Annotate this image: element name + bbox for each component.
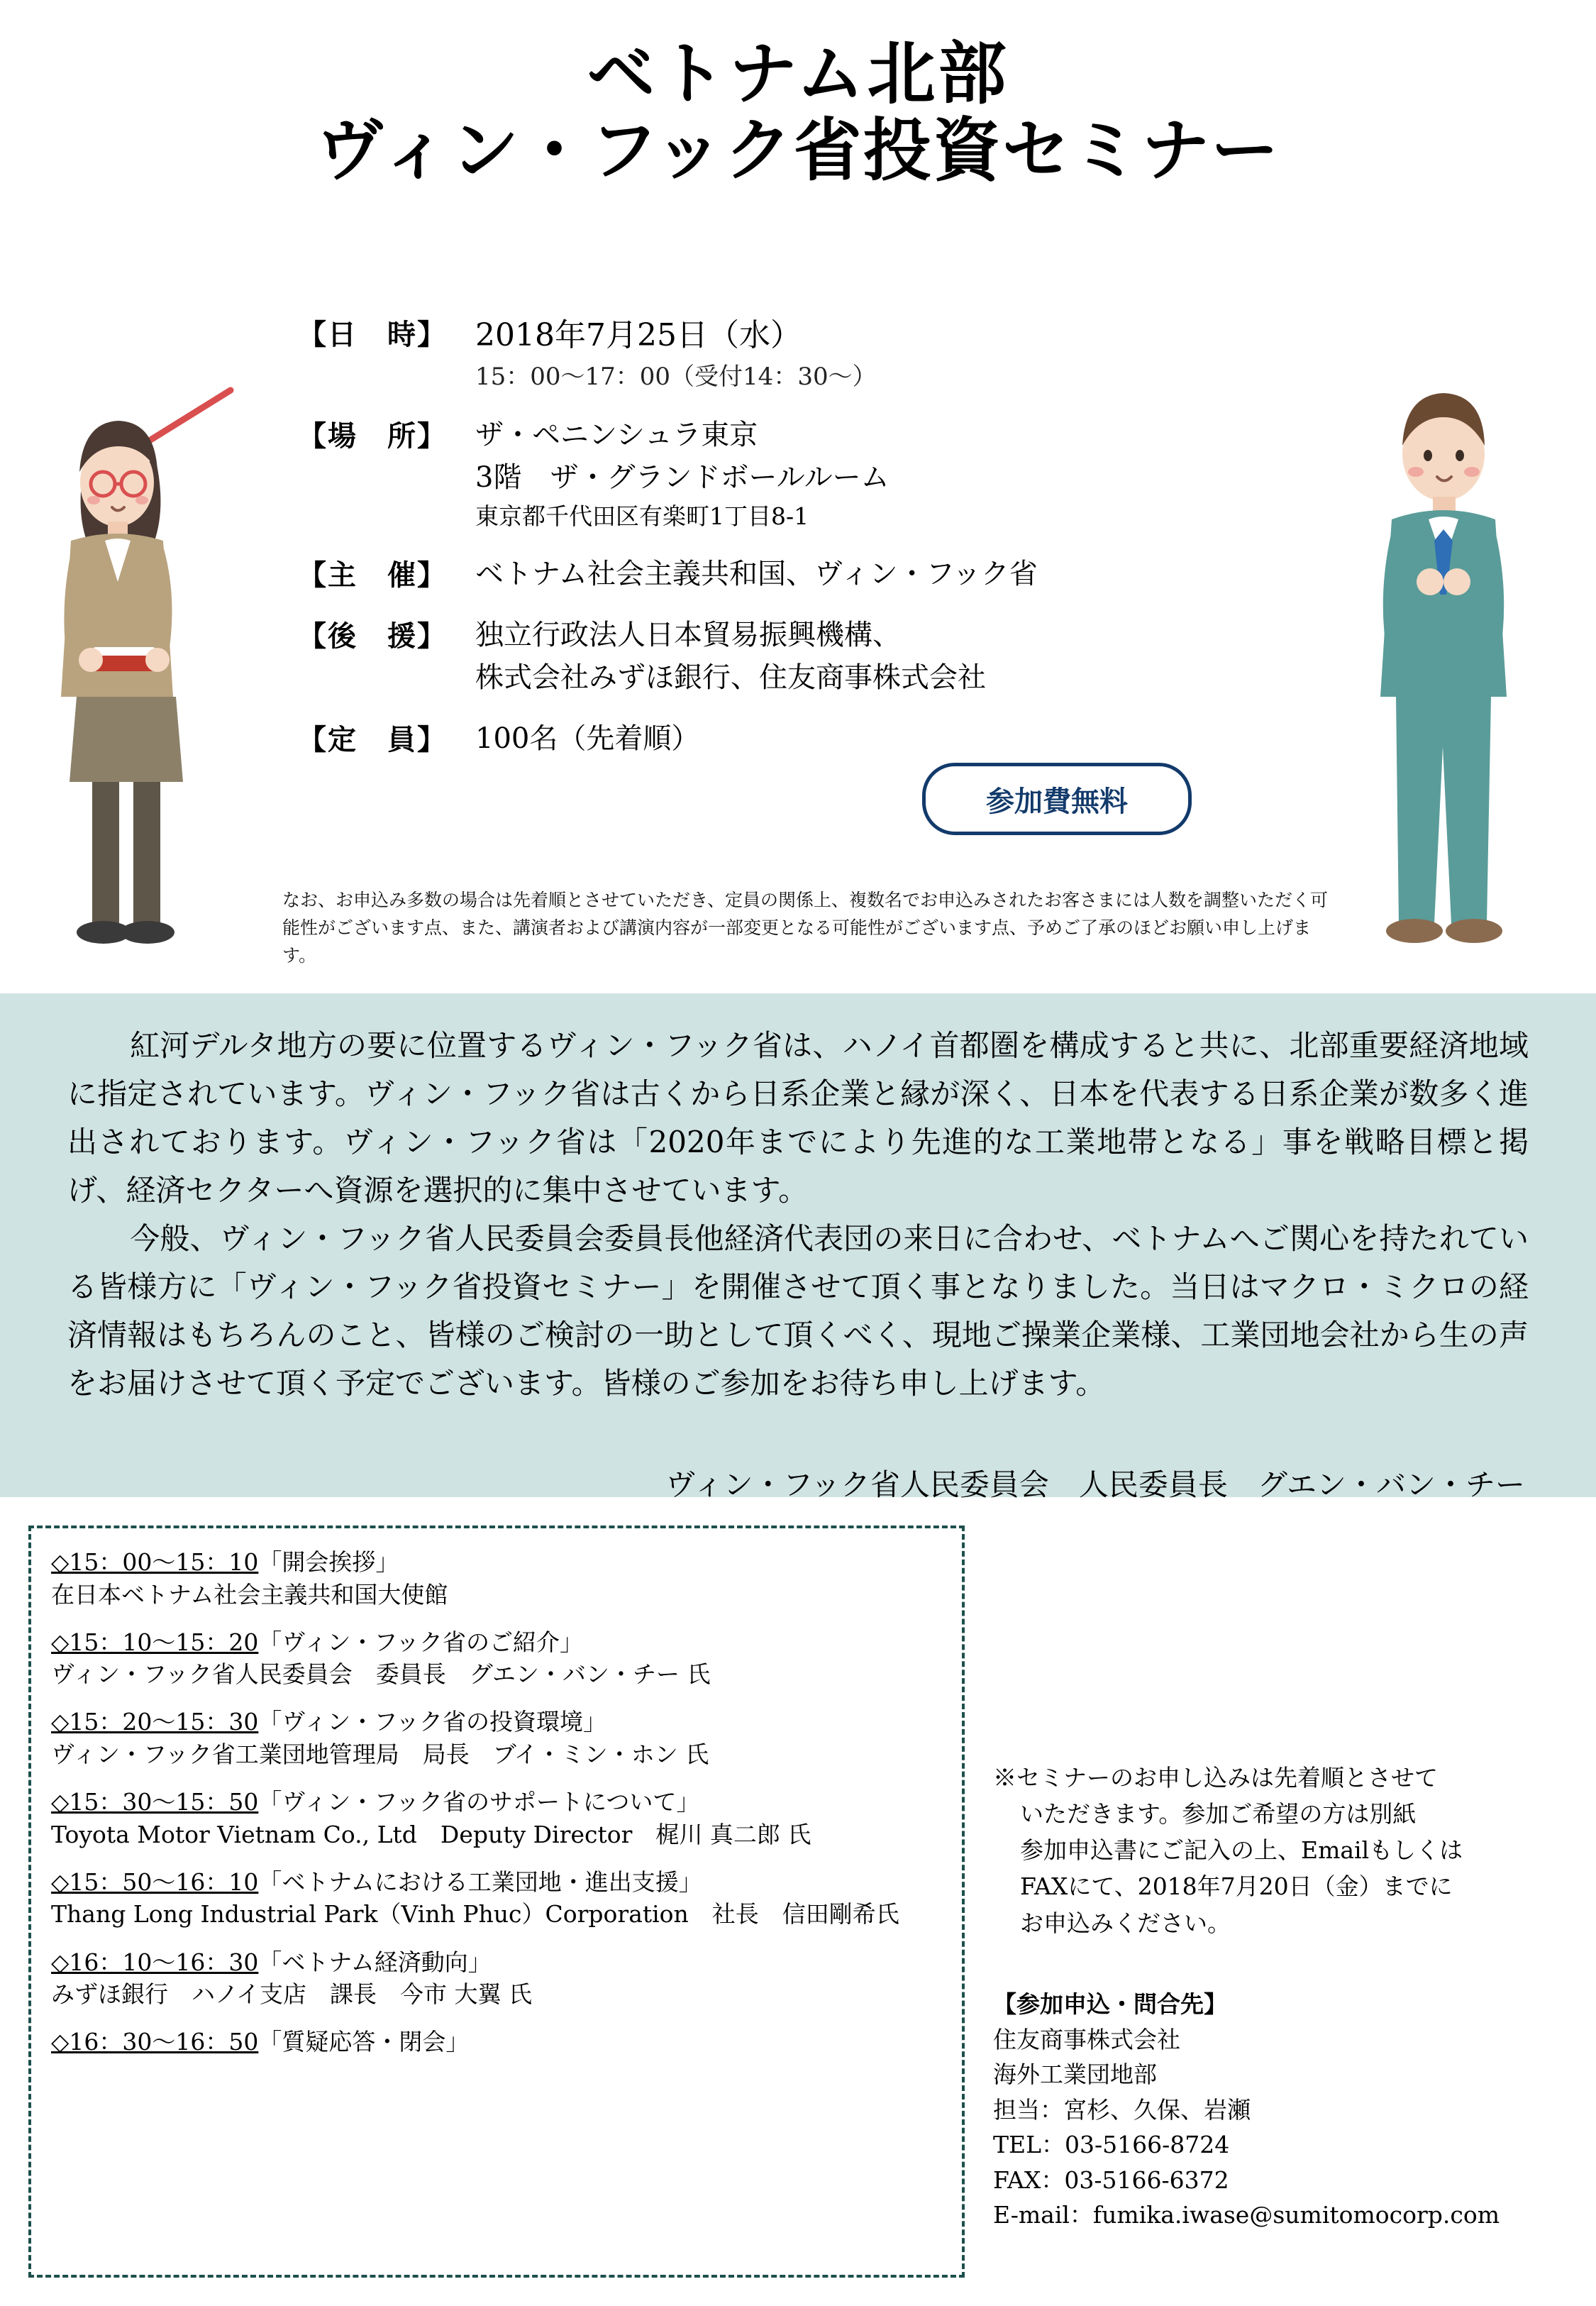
agenda-time: ◇15：30〜15：50 — [51, 1788, 259, 1816]
info-value-venue — [475, 414, 890, 534]
presenter-woman-illustration — [43, 376, 277, 986]
contact-email[interactable]: E-mail：fumika.iwase@sumitomocorp.com — [993, 2201, 1500, 2229]
agenda-time: ◇15：00〜15：10 — [51, 1548, 259, 1576]
title-line-2: ヴィン・フック省投資セミナー — [316, 109, 1280, 190]
contact-person: 担当：宮杉、久保、岩瀬 — [993, 2095, 1251, 2124]
event-info-block — [298, 312, 1220, 778]
agenda-time: ◇16：10〜16：30 — [51, 1948, 259, 1976]
info-label-capacity: 【定 員】 — [298, 722, 447, 756]
contact-company: 住友商事株式会社 — [993, 2025, 1180, 2053]
agenda-speaker: ヴィン・フック省人民委員会 委員長 グエン・バン・チー 氏 — [51, 1660, 711, 1689]
info-label-datetime: 【日 時】 — [298, 318, 447, 351]
intro-signature: ヴィン・フック省人民委員会 人民委員長 グエン・バン・チー — [665, 1467, 1525, 1502]
agenda-time: ◇15：10〜15：20 — [51, 1628, 259, 1656]
application-note — [993, 1760, 1561, 1941]
info-row-datetime — [298, 312, 1220, 395]
agenda-topic: 「ベトナム経済動向」 — [258, 1948, 492, 1976]
agenda-time-topic — [51, 1547, 942, 1579]
info-value-support — [475, 614, 986, 699]
agenda-time-topic — [51, 1947, 942, 1979]
info-label-support: 【後 援】 — [298, 619, 447, 653]
info-label-organizer: 【主 催】 — [298, 558, 447, 592]
agenda-time: ◇15：50〜16：10 — [51, 1868, 259, 1896]
businessman-illustration — [1326, 369, 1561, 993]
agenda-item — [51, 2026, 942, 2058]
agenda-time-topic — [51, 2026, 942, 2058]
application-note-line-2: いただきます。参加ご希望の方は別紙 — [1020, 1800, 1417, 1828]
agenda-item — [51, 1627, 942, 1692]
agenda-topic: 「質疑応答・閉会」 — [258, 2028, 470, 2056]
contact-fax: FAX：03-5166-6372 — [993, 2166, 1229, 2194]
free-admission-badge: 参加費無料 — [922, 763, 1192, 835]
agenda-topic: 「ヴィン・フック省のサポートについて」 — [258, 1788, 700, 1816]
venue-name: ザ・ペニンシュラ東京 — [475, 419, 758, 451]
info-row-capacity — [298, 717, 1220, 760]
intro-paragraph-2: 今般、ヴィン・フック省人民委員会委員長他経済代表団の来日に合わせ、ベトナムへご関心を持たれている皆様方に「ヴィン・フック省投資セミナー」を開催させて頂く事となりました。当日はマクロ・ミクロの経済情報はもちろんのこと、皆様のご検討の一助として頂くべく、現地ご操業企業様、工業団地会社から生の声をお届けさせて頂く予定でございます。皆様のご参加をお待ち申し上げます。 — [67, 1221, 1529, 1401]
datetime-main: 2018年7月25日（水） — [475, 317, 802, 353]
agenda-topic: 「ヴィン・フック省のご紹介」 — [258, 1628, 584, 1656]
agenda-time-topic — [51, 1706, 942, 1738]
info-row-venue — [298, 414, 1220, 534]
venue-address: 東京都千代田区有楽町1丁目8-1 — [475, 502, 809, 530]
application-note-line-1: ※セミナーのお申し込みは先着順とさせて — [993, 1764, 1438, 1792]
info-value-datetime — [475, 312, 877, 395]
capacity-value: 100名（先着順） — [475, 722, 700, 755]
agenda-time-topic — [51, 1867, 942, 1899]
contact-heading: 【参加申込・問合先】 — [993, 1990, 1227, 2018]
title-line-1: ベトナム北部 — [587, 33, 1009, 114]
page-title — [0, 35, 1596, 188]
agenda-item — [51, 1947, 942, 2012]
agenda-topic: 「開会挨拶」 — [258, 1548, 399, 1576]
agenda-speaker: 在日本ベトナム社会主義共和国大使館 — [51, 1580, 448, 1609]
support-line-1: 独立行政法人日本貿易振興機構、 — [475, 618, 901, 651]
application-note-line-3: 参加申込書にご記入の上、Emailもしくは — [1020, 1836, 1463, 1865]
datetime-sub: 15：00〜17：00（受付14：30〜） — [475, 363, 877, 391]
info-row-organizer — [298, 553, 1220, 595]
agenda-time: ◇15：20〜15：30 — [51, 1708, 259, 1736]
contact-block — [993, 1987, 1575, 2233]
info-label-venue: 【場 所】 — [298, 419, 447, 453]
application-note-line-4: FAXにて、2018年7月20日（金）までに — [1020, 1872, 1453, 1901]
agenda-item — [51, 1706, 942, 1771]
intro-paragraph-1: 紅河デルタ地方の要に位置するヴィン・フック省は、ハノイ首都圏を構成すると共に、北部重要経済地域に指定されています。ヴィン・フック省は古くから日系企業と縁が深く、日本を代表する日系企業が数多く進出されております。ヴィン・フック省は「2020年までにより先進的な工業地帯となる」事を戦略目標と掲げ、経済セクターへ資源を選択的に集中させています。 — [67, 1028, 1529, 1208]
info-row-support — [298, 614, 1220, 699]
agenda-speaker: Toyota Motor Vietnam Co., Ltd Deputy Director 梶川 真二郎 氏 — [51, 1820, 811, 1848]
agenda-box — [28, 1526, 965, 2278]
agenda-item — [51, 1787, 942, 1851]
agenda-topic: 「ベトナムにおける工業団地・進出支援」 — [258, 1868, 702, 1896]
intro-text — [67, 1022, 1529, 1408]
info-value-capacity — [475, 717, 699, 760]
agenda-speaker: Thang Long Industrial Park（Vinh Phuc）Corporation 社長 信田剛希氏 — [51, 1900, 899, 1929]
agenda-topic: 「ヴィン・フック省の投資環境」 — [258, 1708, 607, 1736]
venue-room: 3階 ザ・グランドボールルーム — [475, 461, 890, 494]
agenda-time-topic — [51, 1787, 942, 1819]
agenda-item — [51, 1547, 942, 1611]
agenda-item — [51, 1867, 942, 1931]
contact-tel: TEL：03-5166-8724 — [993, 2131, 1230, 2158]
application-note-line-5: お申込みください。 — [1020, 1909, 1231, 1937]
agenda-speaker: ヴィン・フック省工業団地管理局 局長 ブイ・ミン・ホン 氏 — [51, 1740, 709, 1769]
contact-department: 海外工業団地部 — [993, 2060, 1157, 2088]
registration-note: なお、お申込み多数の場合は先着順とさせていただき、定員の関係上、複数名でお申込みされたお客さまには人数を調整いただく可能性がございます点、また、講演者および講演内容が一部変更となる可能性がございます点、予めご了承のほどお願い申し上げます。 — [282, 890, 1329, 966]
info-value-organizer — [475, 553, 1038, 595]
support-line-2: 株式会社みずほ銀行、住友商事株式会社 — [475, 661, 986, 694]
organizer-name: ベトナム社会主義共和国、ヴィン・フック省 — [475, 557, 1038, 590]
agenda-time-topic — [51, 1627, 942, 1659]
agenda-speaker: みずほ銀行 ハノイ支店 課長 今市 大翼 氏 — [51, 1980, 533, 2009]
agenda-time: ◇16：30〜16：50 — [51, 2028, 259, 2056]
